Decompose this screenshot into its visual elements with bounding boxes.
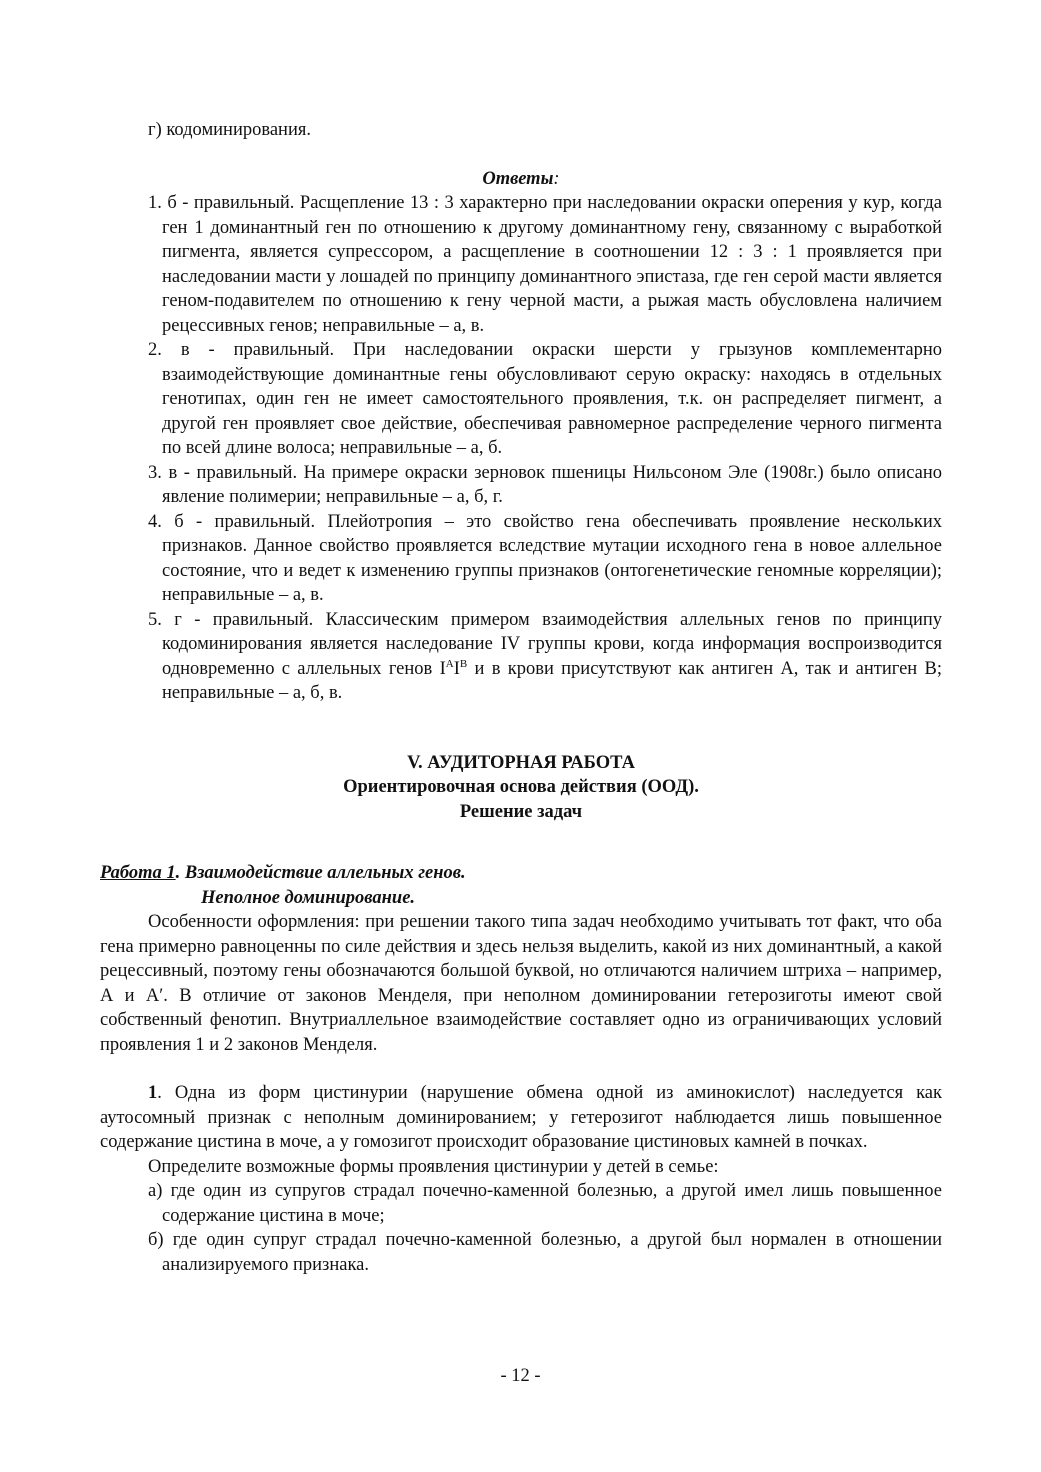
section-subtitle: Ориентировочная основа действия (ООД). — [343, 777, 699, 797]
section-subtitle-2: Решение задач — [459, 801, 583, 822]
answers-list — [100, 191, 942, 706]
work1-label: Работа 1 — [100, 863, 176, 883]
task1-options — [100, 1179, 942, 1277]
page-number: - 12 - — [500, 1366, 541, 1386]
answer-item-3: 3. в - правильный. На примере окраски зерновок пшеницы Нильсоном Эле (1908г.) было описано явление полимерии; неправильные – а, б, г. — [148, 462, 942, 507]
intro-item: г) кодоминирования. — [148, 120, 311, 140]
allele-i-1: I — [439, 658, 446, 679]
task1-option-a: а) где один из супругов страдал почечно-каменной болезнью, а другой имел лишь повышенное содержание цистина в моче; — [148, 1181, 942, 1226]
document-page — [100, 118, 942, 1277]
allele-sup-b: B — [459, 657, 468, 670]
answer-item-4: 4. б - правильный. Плейотропия – это свойство гена обеспечивать проявление нескольких признаков. Данное свойство проявляется вследствие мутации исходного гена в новое аллельное состояние, что и ведет к изменению группы признаков (онтогенетические геномные корреляции); неправильные – а, в. — [148, 511, 942, 605]
answer-item-5-after: и в крови присутствуют как антиген А, так и антиген В; неправильные – а, б, в. — [162, 658, 942, 703]
section-title: V. АУДИТОРНАЯ РАБОТА — [407, 752, 635, 773]
task1-option-b: б) где один супруг страдал почечно-каменной болезнью, а другой был нормален в отношении анализируемого признака. — [148, 1230, 942, 1275]
answers-heading-colon: : — [553, 168, 560, 189]
answer-item-5-before: 5. г - правильный. Классическим примером взаимодействия аллельных генов по принципу кодоминирования является наследование IV группы крови, когда информация воспроизводится одновременно с аллельных генов — [148, 609, 942, 679]
answer-item-5 — [100, 608, 942, 706]
answer-item-2: 2. в - правильный. При наследовании окраски шерсти у грызунов комплементарно взаимодействующие доминантные гены обусловливают серую окраску: находясь в отдельных генотипах, один ген не имеет самостоятельного проявления, т.к. он распределяет пигмент, а другой ген проявляет свое действие, обеспечивая равномерное распределение черного пигмента по всей длине волоса; неправильные – а, б. — [148, 340, 942, 458]
task1-question: Определите возможные формы проявления цистинурии у детей в семье: — [148, 1156, 719, 1177]
allele-i-2: I — [453, 658, 460, 679]
work1-paragraph: Особенности оформления: при решении такого типа задач необходимо учитывать тот факт, что оба гена примерно равноценны по силе действия и здесь нельзя выделить, какой из них доминантный, а какой рецессивный, поэтому гены обозначаются большой буквой, но отличаются наличием штриха – например, А и А′. В отличие от законов Менделя, при неполном доминировании гетерозиготы имеют свой собственный фенотип. Внутриаллельное взаимодействие составляет одно из ограничивающих условий проявления 1 и 2 законов Менделя. — [100, 912, 942, 1055]
work1-subtitle: Неполное доминирование. — [201, 887, 416, 908]
answers-heading-text: Ответы — [482, 168, 554, 189]
task1-text: . Одна из форм цистинурии (нарушение обмена одной из аминокислот) наследуется как аутосомный признак с неполным доминированием; у гетерозигот наблюдается лишь повышенное содержание цистина в моче, а у гомозигот происходит образование цистиновых камней в почках. — [100, 1083, 942, 1152]
answer-item-1: 1. б - правильный. Расщепление 13 : 3 характерно при наследовании окраски оперения у кур, когда ген 1 доминантный ген по отношению к другому доминантному гену, связанному с выработкой пигмента, является супрессором, а расщепление в соотношении 12 : 3 : 1 проявляется при наследовании масти у лошадей по принципу доминантного эпистаза, где ген серой масти является геном-подавителем по отношению к гену черной масти, а рыжая масть обусловлена наличием рецессивных генов; неправильные – а, в. — [148, 193, 942, 336]
allele-sup-a: A — [445, 657, 454, 670]
answers-heading — [100, 167, 942, 192]
task1-number: 1 — [148, 1083, 158, 1103]
work1-title: . Взаимодействие аллельных генов. — [175, 863, 466, 883]
task1-paragraph — [100, 1081, 942, 1155]
work1-heading — [100, 861, 942, 886]
